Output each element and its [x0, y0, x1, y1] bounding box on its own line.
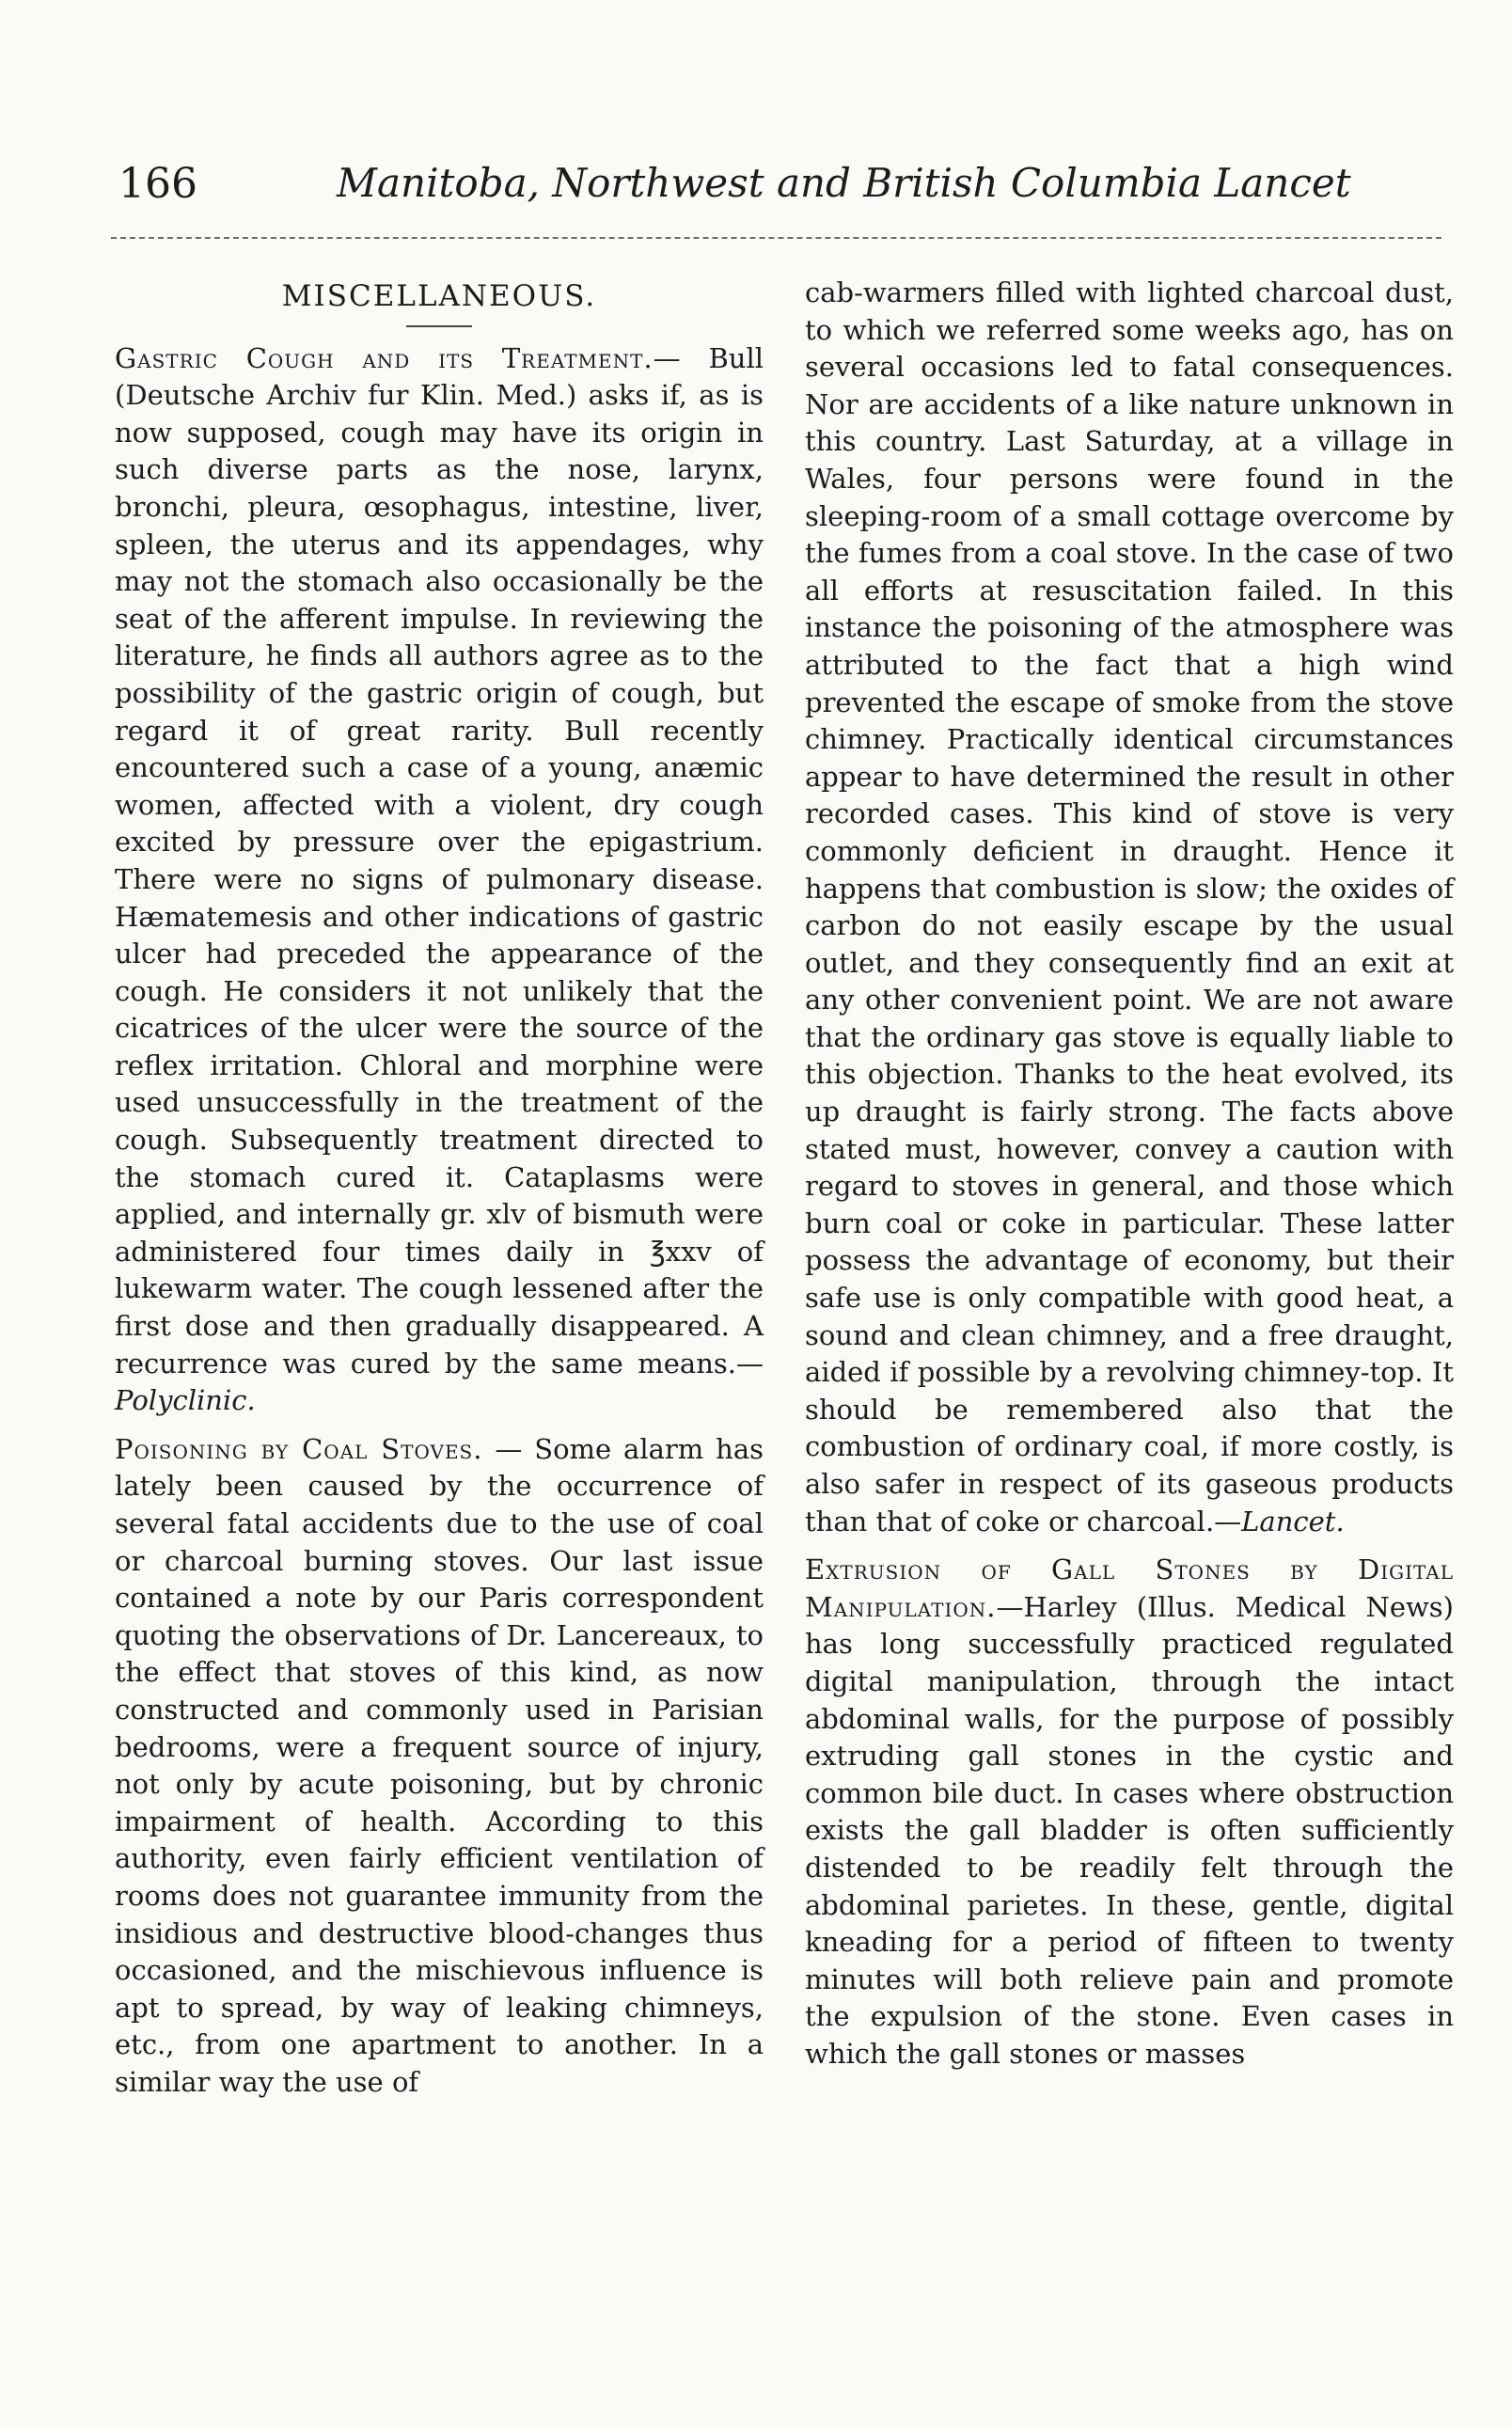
- article-heading: Gastric Cough and its Treatment.—: [115, 341, 682, 374]
- article-body: — Some alarm has lately been caused by the occurrence of several fatal accidents due to the use of coal or charcoal burning stoves. Our last issue contained a note by our Paris correspondent quoting the observations of Dr. Lancereaux, to the effect that stoves of this kind, as now constructed and commonly used in Parisian bedrooms, were a frequent source of injury, not only by acute poisoning, but by chronic impairment of health. According to this authority, even fairly efficient ventilation of rooms does not guarantee immunity from the insidious and destructive blood-changes thus occasioned, and the mischievous influence is apt to spread, by way of leaking chimneys, etc., from one apartment to another. In a similar way the use of: [115, 1432, 764, 2098]
- article-coal-stoves-continued: [805, 275, 1454, 1540]
- article-heading: Extrusion of Gall Stones by Digital Manipulation.: [805, 1553, 1454, 1623]
- article-source: Lancet.: [1241, 1505, 1345, 1537]
- article-body: Bull (Deutsche Archiv fur Klin. Med.) asks if, as is now supposed, cough may have its origin in such diverse parts as the nose, larynx, bronchi, pleura, œsophagus, intestine, liver, spleen, the uterus and its appendages, why may not the stomach also occasionally be the seat of the afferent impulse. In reviewing the literature, he finds all authors agree as to the possibility of the gastric origin of cough, but regard it of great rarity. Bull recently encountered such a case of a young, anæmic women, affected with a violent, dry cough excited by pressure over the epigastrium. There were no signs of pulmonary disease. Hæmatemesis and other indications of gastric ulcer had preceded the appearance of the cough. He considers it not unlikely that the cicatrices of the ulcer were the source of the reflex irritation. Chloral and morphine were used unsuccessfully in the treatment of the cough. Subsequently treatment directed to the stomach cured it. Cataplasms were applied, and internally gr. xlv of bismuth were administered four times daily in ℥xxv of lukewarm water. The cough lessened after the first dose and then gradually disappeared. A recurrence was cured by the same means.—: [115, 341, 764, 1380]
- section-divider: [406, 325, 472, 327]
- article-gastric-cough: [115, 340, 764, 1420]
- article-body: —Harley (Illus. Medical News) has long successfully practiced regulated digital manipulation, through the intact abdominal walls, for the purpose of possibly extruding gall stones in the cystic and common bile duct. In cases where obstruction exists the gall bladder is often sufficiently distended to be readily felt through the abdominal parietes. In these, gentle, digital kneading for a period of fifteen to twenty minutes will both relieve pain and promote the expulsion of the stone. Even cases in which the gall stones or masses: [805, 1590, 1454, 2070]
- page-number: 166: [118, 160, 197, 208]
- right-column: [805, 275, 1454, 2085]
- running-title: Manitoba, Northwest and British Columbia Lancet: [337, 160, 1351, 206]
- article-gall-stones: [805, 1552, 1454, 2073]
- page-header: [111, 158, 1465, 224]
- header-divider: [111, 237, 1441, 239]
- left-column: [115, 275, 764, 2113]
- article-body: cab-warmers filled with lighted charcoal dust, to which we referred some weeks ago, has on several occasions led to fatal consequences. Nor are accidents of a like nature unknown in this country. Last Saturday, at a village in Wales, four persons were found in the sleeping-room of a small cottage overcome by the fumes from a coal stove. In the case of two all efforts at resuscitation failed. In this instance the poisoning of the atmosphere was attributed to the fact that a high wind prevented the escape of smoke from the stove chimney. Practically identical circumstances appear to have determined the result in other recorded cases. This kind of stove is very commonly deficient in draught. Hence it happens that combustion is slow; the oxides of carbon do not easily escape by the usual outlet, and they consequently find an exit at any other convenient point. We are not aware that the ordinary gas stove is equally liable to this objection. Thanks to the heat evolved, its up draught is fairly strong. The facts above stated must, however, convey a caution with regard to stoves in general, and those which burn coal or coke in particular. These latter possess the advantage of economy, but their safe use is only compatible with good heat, a sound and clean chimney, and a free draught, aided if possible by a revolving chimney-top. It should be remembered also that the combustion of ordinary coal, if more costly, is also safer in respect of its gaseous products than that of coke or charcoal.—: [805, 276, 1454, 1537]
- article-heading: Poisoning by Coal Stoves.: [115, 1432, 483, 1465]
- article-coal-stoves: [115, 1431, 764, 2102]
- section-title: MISCELLANEOUS.: [281, 279, 597, 313]
- article-source: Polyclinic.: [115, 1384, 256, 1417]
